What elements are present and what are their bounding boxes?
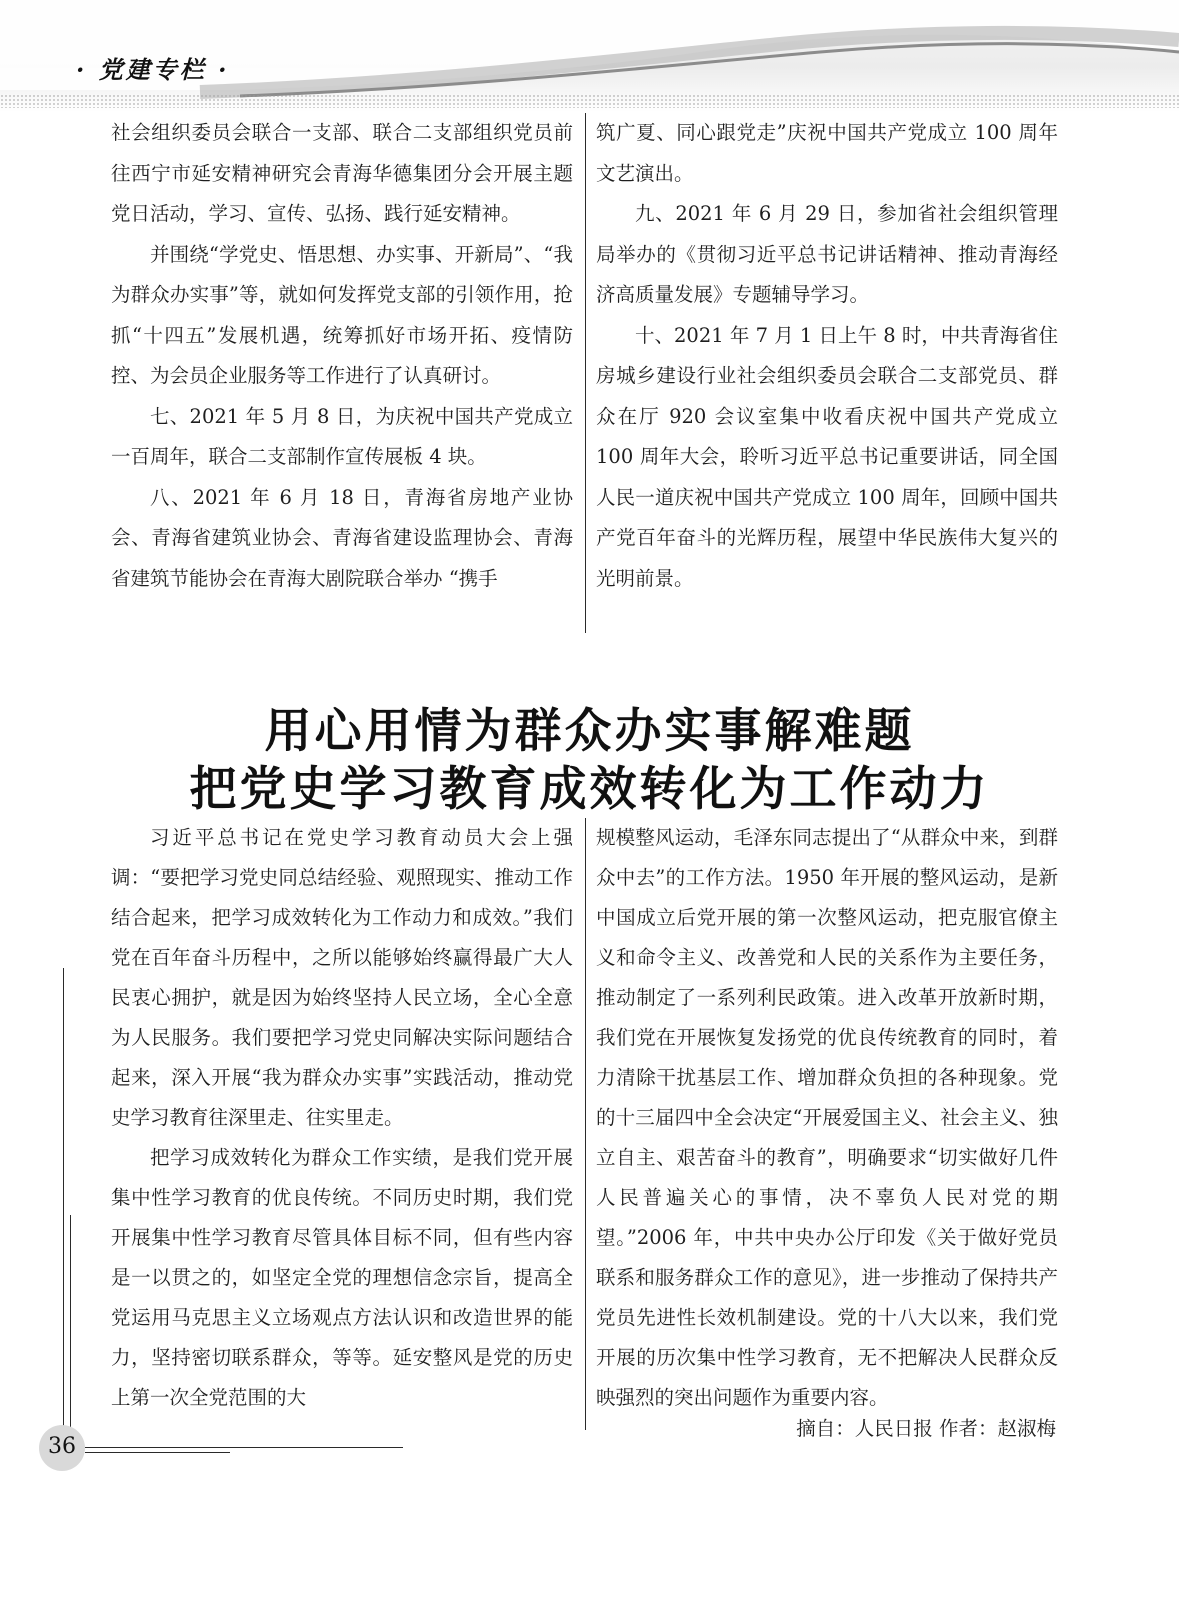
article2-paragraph: 规模整风运动，毛泽东同志提出了“从群众中来，到群众中去”的工作方法。1950 年开展的整风运动，是新中国成立后党开展的第一次整风运动，把克服官僚主义和命令主义、改善党和人民的关系作为主要任务，推动制定了一系列利民政策。进入改革开放新时期，我们党在开展恢复发扬党的优良传统教育的同时，着力清除干扰基层工作、增加群众负担的各种现象。党的十三届四中全会决定“开展爱国主义、社会主义、独立自主、艰苦奋斗的教育”，明确要求“切实做好几件人民普遍关心的事情，决不辜负人民对党的期望。”2006 年，中共中央办公厅印发《关于做好党员联系和服务群众工作的意见》，进一步推动了保持共产党员先进性长效机制建设。党的十八大以来，我们党开展的历次集中性学习教育，无不把解决人民群众反映强烈的突出问题作为重要内容。 [596, 826, 1058, 1409]
page-number: 36 [48, 1434, 76, 1459]
margin-rule [63, 968, 64, 1468]
section-label: · 党建专栏 · [76, 55, 230, 84]
article1-paragraph: 八、2021 年 6 月 18 日，青海省房地产业协会、青海省建筑业协会、青海省建设监理协会、青海省建筑节能协会在青海大剧院联合举办 “携手 [111, 485, 573, 590]
article1-paragraph: 并围绕“学党史、悟思想、办实事、开新局”、“我为群众办实事”等，就如何发挥党支部的引领作用，抢抓“十四五”发展机遇，统筹抓好市场开拓、疫情防控、为会员企业服务等工作进行了认真研讨。 [111, 242, 573, 387]
article2-paragraph: 习近平总书记在党史学习教育动员大会上强调：“要把学习党史同总结经验、观照现实、推动工作结合起来，把学习成效转化为工作动力和成效。”我们党在百年奋斗历程中，之所以能够始终赢得最广大人民衷心拥护，就是因为始终坚持人民立场，全心全意为人民服务。我们要把学习党史同解决实际问题结合起来，深入开展“我为群众办实事”实践活动，推动党史学习教育往深里走、往实里走。 [111, 826, 573, 1129]
article2-left-column [111, 818, 573, 1418]
header-dotted-strip [0, 94, 1179, 108]
article1-right-column [596, 113, 1058, 599]
article1-paragraph: 十、2021 年 7 月 1 日上午 8 时，中共青海省住房城乡建设行业社会组织委员会联合二支部党员、群众在厅 920 会议室集中收看庆祝中国共产党成立 100 周年大会，聆听习近平总书记重要讲话，同全国人民一道庆祝中国共产党成立 100 周年，回顾中国共产党百年奋斗的光辉历程，展望中华民族伟大复兴的光明前景。 [596, 323, 1058, 590]
article2-right-column [596, 818, 1058, 1418]
article1-paragraph: 社会组织委员会联合一支部、联合二支部组织党员前往西宁市延安精神研究会青海华德集团分会开展主题党日活动，学习、宣传、弘扬、践行延安精神。 [111, 121, 573, 225]
article1-paragraph: 筑广夏、同心跟党走”庆祝中国共产党成立 100 周年文艺演出。 [596, 121, 1058, 185]
article1-paragraph: 七、2021 年 5 月 8 日，为庆祝中国共产党成立一百周年，联合二支部制作宣传展板 4 块。 [111, 404, 573, 468]
article2-paragraph: 把学习成效转化为群众工作实绩，是我们党开展集中性学习教育的优良传统。不同历史时期，我们党开展集中性学习教育尽管具体目标不同，但有些内容是一以贯之的，如坚定全党的理想信念宗旨，提高全党运用马克思主义立场观点方法认识和改造世界的能力，坚持密切联系群众，等等。延安整风是党的历史上第一次全党范围的大 [111, 1146, 573, 1409]
footer-rule [85, 1452, 230, 1453]
article-title-line1: 用心用情为群众办实事解难题 [264, 704, 915, 759]
article-source-credit: 摘自：人民日报 作者：赵淑梅 [796, 1417, 1056, 1440]
article-title-line2: 把党史学习教育成效转化为工作动力 [189, 762, 990, 817]
article1-paragraph: 九、2021 年 6 月 29 日，参加省社会组织管理局举办的《贯彻习近平总书记讲话精神、推动青海经济高质量发展》专题辅导学习。 [596, 202, 1058, 306]
footer-rule [85, 1447, 403, 1448]
column-divider [585, 818, 586, 1430]
article1-left-column [111, 113, 573, 599]
column-divider [585, 113, 586, 633]
